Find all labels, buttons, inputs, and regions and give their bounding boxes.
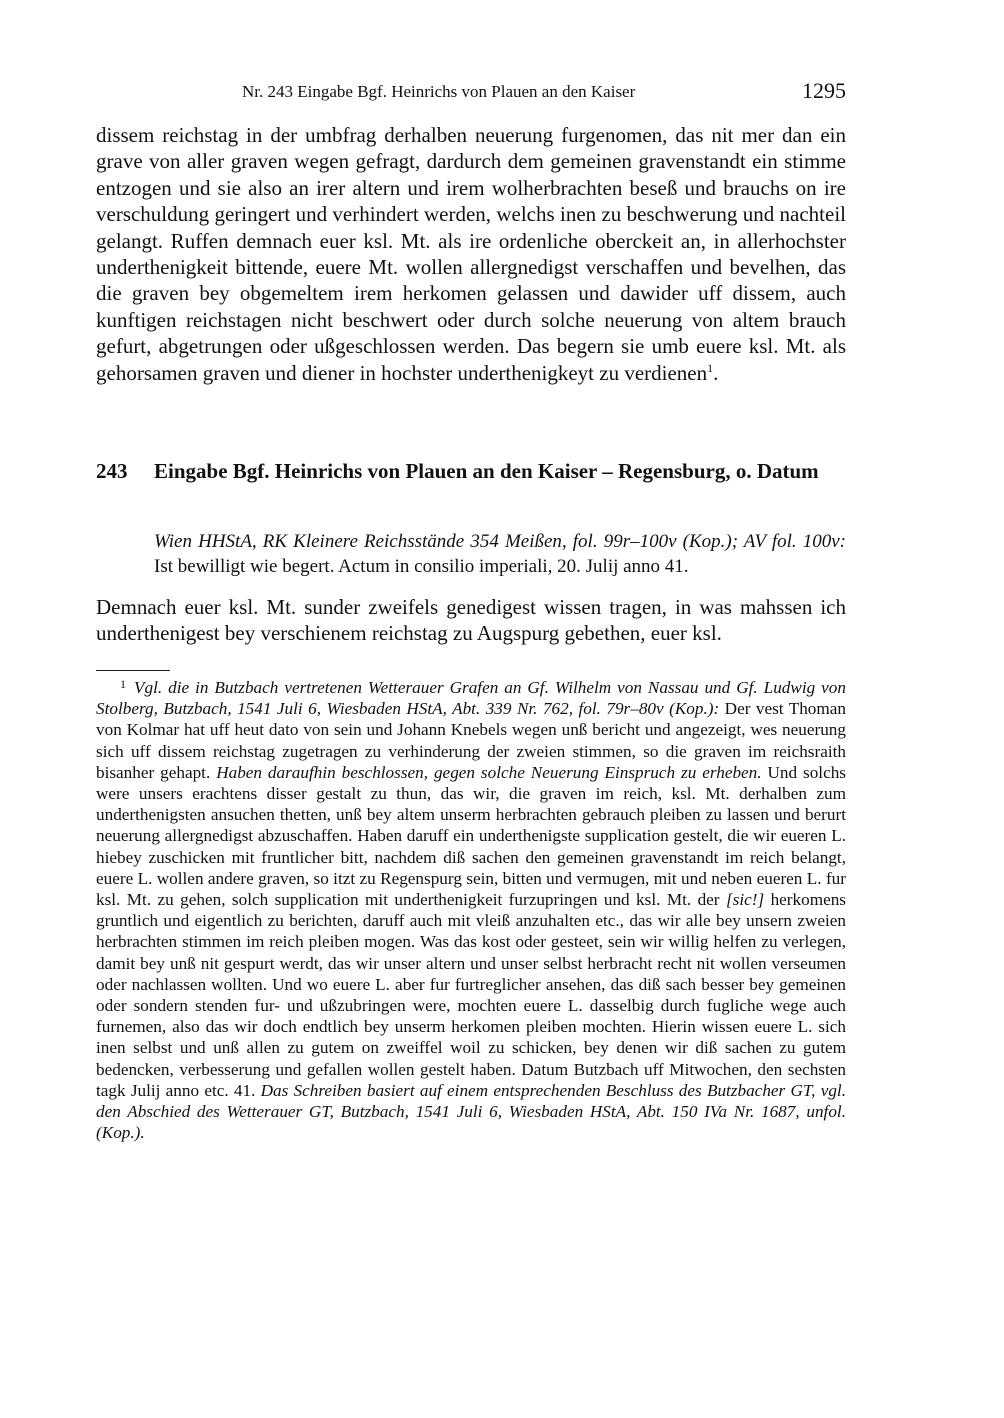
footnote-text-2: Der vest Thoman von Kolmar hat uff heut dato von sein und Johann Knebels wegen unß bericht und angezeigt, wes neuerung sich uff dissem reichstag zugetragen zu verhinderung der zweien stimmen, so die graven im reichsraith bisanher gehapt. (96, 699, 846, 782)
footnote-reference: 1 (707, 360, 714, 375)
footnote-italic-7: Das Schreiben basiert auf einem entsprechenden Beschluss des Butzbacher GT, vgl. den Abschied des Wetterauer GT, Butzbach, 1541 Juli 6, Wiesbaden HStA, Abt. 150 IVa Nr. 1687, unfol. (Kop.). (96, 1080, 846, 1143)
footnote-italic-3: Haben daraufhin beschlossen, gegen solche Neuerung Einspruch zu erheben. (216, 762, 762, 782)
document-number: 243 (96, 459, 128, 483)
body-paragraph-1 (96, 122, 846, 386)
footnote-1 (96, 677, 846, 1143)
footnote-text-4: Und solchs were unsers erachtens disser gestalt zu thun, das wir, die graven im reich, ksl. Mt. derhalben zum underthenigsten ansuchen thetten, unß bey altem unserm herbrachten gebrauch pleiben zu lassen und berurt neuerung allergnedigst abzuschaffen. Haben daruff ein underthenigste supplication gestelt, die wir eueren L. hiebey zuschicken mit fruntlicher bitt, nachdem diß sachen den gemeinen gravenstandt im reich belangt, euere L. wollen andere graven, so itzt zu Regenspurg sein, bitten und vermugen, mit und neben eueren L. fur ksl. Mt. zu gehen, solch supplication mit underthenigkeit furzupringen und ksl. Mt. der (96, 762, 846, 910)
archive-reference: Wien HHStA, RK Kleinere Reichsstände 354 Meißen, fol. 99r–100v (Kop.); AV fol. 100v: (154, 531, 846, 552)
document-title: Eingabe Bgf. Heinrichs von Plauen an den Kaiser – Regensburg, o. Datum (154, 459, 819, 483)
footnote-italic-1: Vgl. die in Butzbach vertretenen Wetterauer Grafen an Gf. Wilhelm von Nassau und Gf. Ludwig von Stolberg, Butzbach, 1541 Juli 6, Wiesbaden HStA, Abt. 339 Nr. 762, fol. 79r–80v (Kop.): (96, 678, 846, 719)
body-paragraph-2 (96, 594, 846, 647)
footnote-number: 1 (120, 677, 126, 691)
footnote-text-6: herkomens gruntlich und eigentlich zu berichten, daruff auch mit vleiß anzuhalten etc., das wir alle bey unsern zweien herbrachten stimmen im reich pleiben mogen. Was das kost oder gesteet, sein wir willig helfen zu verlegen, damit bey unß nit gespurt werdt, das wir unser altern und unser selbst herbracht recht nit wollen verseumen oder nachlassen wollten. Und wo euere L. aber fur furtreglicher ansehen, das diß sach besser bey gemeinen oder sondern stenden fur- und ußzubringen were, mochten euere L. dasselbig durch fugliche wege auch furnemen, also das wir doch endtlich bey unserm herkomen pleiben mochten. Hierin wissen euere L. sich inen selbst und unß allen zu gutem on zweiffel woil zu schicken, bey denen wir diß sachen zu gutem bedencken, verbesserung und gefallen wollen gestelt haben. Datum Butzbach uff Mitwochen, den sechsten tagk Julij anno etc. 41. (96, 890, 846, 1100)
running-title: Nr. 243 Eingabe Bgf. Heinrichs von Plauen an den Kaiser (242, 82, 636, 101)
paragraph-text: Demnach euer ksl. Mt. sunder zweifels genedigest wissen tragen, in was mahssen ich underthenigest bey verschienem reichstag zu Augspurg gebethen, euer ksl. (96, 595, 846, 646)
running-header (96, 78, 846, 108)
paragraph-end: . (713, 360, 719, 385)
archive-remark: Ist bewilligt wie begert. Actum in consilio imperiali, 20. Julij anno 41. (154, 555, 689, 577)
paragraph-text: dissem reichstag in der umbfrag derhalben neuerung furgenomen, das nit mer dan ein grave von aller graven wegen gefragt, dardurch dem gemeinen gravenstandt ein stimme entzogen und sie also an irer altern und irem wolherbrachten beseß und brauchs on ire verschuldung geringert und verhindert werden, welchs inen zu beschwerung und nachteil gelangt. Ruffen demnach euer ksl. Mt. als ire ordenliche oberckeit an, in allerhochster underthenigkeit bittende, euere Mt. wollen allergnedigst verschaffen und bevelhen, das die graven bey obgemeltem irem herkomen gelassen und dawider uff dissem, auch kunftigen reichstagen nicht beschwert oder durch solche neuerung von altem brauch gefurt, abgetrungen oder ußgeschlossen werden. Das begern sie umb euere ksl. Mt. als gehorsamen graven und diener in hochster underthenigkeyt zu verdienen (96, 123, 846, 385)
footnote-italic-5: [sic!] (725, 890, 765, 910)
page-number: 1295 (802, 78, 846, 103)
footnote-separator (96, 670, 170, 671)
source-note (154, 530, 846, 579)
